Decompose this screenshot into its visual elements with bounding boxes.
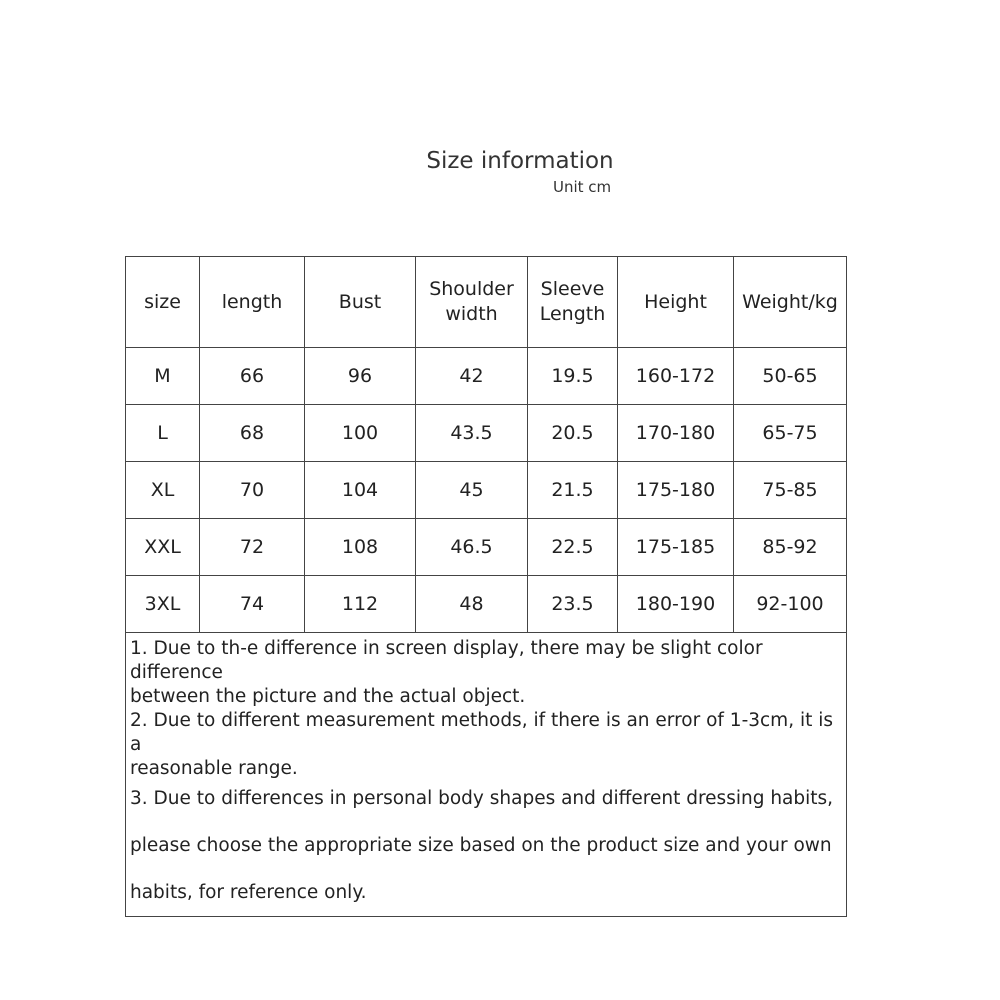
table-cell: 92-100 <box>734 576 847 633</box>
header-line: width <box>445 303 498 325</box>
header-cell <box>416 257 528 348</box>
table-cell: XXL <box>126 519 200 576</box>
table-row <box>126 576 847 633</box>
notes-row <box>126 633 847 917</box>
note-1-line-1: 1. Due to th-e difference in screen display, there may be slight color difference <box>130 638 763 683</box>
table-cell: 180-190 <box>618 576 734 633</box>
table-cell: XL <box>126 462 200 519</box>
note-2-line-1: 2. Due to different measurement methods, if there is an error of 1-3cm, it is a <box>130 710 834 755</box>
header-line: Sleeve <box>540 278 605 300</box>
header-cell: size <box>126 257 200 348</box>
header-cell <box>528 257 618 348</box>
size-table <box>125 256 847 917</box>
table-cell: 21.5 <box>528 462 618 519</box>
table-cell: 160-172 <box>618 348 734 405</box>
table-cell: 74 <box>200 576 305 633</box>
table-cell: 66 <box>200 348 305 405</box>
table-cell: 75-85 <box>734 462 847 519</box>
table-header-row <box>126 257 847 348</box>
table-row <box>126 348 847 405</box>
table-cell: 22.5 <box>528 519 618 576</box>
table-cell: 85-92 <box>734 519 847 576</box>
table-row <box>126 462 847 519</box>
table-cell: 72 <box>200 519 305 576</box>
header-cell: length <box>200 257 305 348</box>
table-cell: 96 <box>305 348 416 405</box>
note-2-line-2: reasonable range. <box>130 758 298 779</box>
table-cell: M <box>126 348 200 405</box>
notes-cell <box>126 633 847 917</box>
table-cell: L <box>126 405 200 462</box>
table-cell: 65-75 <box>734 405 847 462</box>
page-title: Size information <box>426 148 614 174</box>
note-3-line-1: 3. Due to differences in personal body shapes and different dressing habits, <box>130 788 834 809</box>
table-cell: 108 <box>305 519 416 576</box>
note-1-line-2: between the picture and the actual object. <box>130 686 526 707</box>
table-cell: 50-65 <box>734 348 847 405</box>
table-cell: 68 <box>200 405 305 462</box>
note-3-line-3: habits, for reference only. <box>130 882 367 903</box>
table-cell: 43.5 <box>416 405 528 462</box>
table-cell: 48 <box>416 576 528 633</box>
header-line: Shoulder <box>429 278 514 300</box>
header-cell: Height <box>618 257 734 348</box>
table-cell: 104 <box>305 462 416 519</box>
table-cell: 42 <box>416 348 528 405</box>
table-row <box>126 405 847 462</box>
header-cell: Weight/kg <box>734 257 847 348</box>
table-cell: 175-180 <box>618 462 734 519</box>
table-cell: 20.5 <box>528 405 618 462</box>
table-cell: 170-180 <box>618 405 734 462</box>
table-cell: 45 <box>416 462 528 519</box>
note-3-line-2: please choose the appropriate size based on the product size and your own <box>130 835 832 856</box>
header-cell: Bust <box>305 257 416 348</box>
table-cell: 175-185 <box>618 519 734 576</box>
unit-label: Unit cm <box>553 178 612 196</box>
table-cell: 3XL <box>126 576 200 633</box>
table-cell: 19.5 <box>528 348 618 405</box>
table-cell: 112 <box>305 576 416 633</box>
header-line: Length <box>539 303 606 325</box>
table-cell: 23.5 <box>528 576 618 633</box>
table-row <box>126 519 847 576</box>
table-cell: 70 <box>200 462 305 519</box>
table-cell: 46.5 <box>416 519 528 576</box>
table-cell: 100 <box>305 405 416 462</box>
